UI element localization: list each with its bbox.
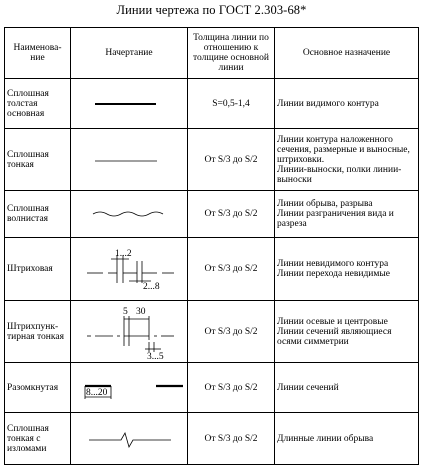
table-header-row xyxy=(5,28,419,79)
dash-length-label: 2...8 xyxy=(143,281,160,292)
dot-gap-label: 5 xyxy=(123,306,128,317)
header-thickness: Толщина линии по отношению к толщине основной линии xyxy=(188,28,275,79)
line-purpose: Линии обрыва, разрыва Линии разграничения вида и разреза xyxy=(275,191,419,238)
table-row xyxy=(5,238,419,301)
line-purpose: Длинные линии обрыва xyxy=(275,413,419,465)
table-row xyxy=(5,129,419,191)
line-name: Сплошная тонкая xyxy=(5,129,71,191)
line-drawing xyxy=(71,129,188,191)
line-name: Разомкнутая xyxy=(5,363,71,413)
table-row xyxy=(5,363,419,413)
break-line-sample xyxy=(73,414,190,464)
line-thickness: От S/3 до S/2 xyxy=(188,301,275,363)
line-thickness: От S/3 до S/2 xyxy=(188,363,275,413)
line-drawing xyxy=(71,79,188,129)
wavy-line-sample xyxy=(73,192,190,237)
line-purpose: Линии контура наложенного сечения, размерные и выносные, штриховки. Линии-выноски, полки линии-выноски xyxy=(275,129,419,191)
line-purpose: Линии осевые и центровые Линии сечений являющиеся осями симметрии xyxy=(275,301,419,363)
line-thickness: От S/3 до S/2 xyxy=(188,191,275,238)
line-purpose: Линии невидимого контура Линии перехода невидимые xyxy=(275,238,419,301)
dash-gap-label: 1...2 xyxy=(115,248,132,259)
line-purpose: Линии видимого контура xyxy=(275,79,419,129)
solid-thick-line-sample xyxy=(73,80,190,128)
open-length-label: 8...20 xyxy=(86,387,108,398)
line-drawing xyxy=(71,363,188,413)
line-drawing xyxy=(71,191,188,238)
line-name: Сплошная толстая основная xyxy=(5,79,71,129)
dot-spacing-label: 3...5 xyxy=(147,351,164,362)
line-thickness: От S/3 до S/2 xyxy=(188,129,275,191)
table-row xyxy=(5,191,419,238)
table-row xyxy=(5,79,419,129)
header-drawing: Начертание xyxy=(71,28,188,79)
line-thickness: От S/3 до S/2 xyxy=(188,413,275,465)
table-row xyxy=(5,413,419,465)
line-drawing xyxy=(71,413,188,465)
line-drawing xyxy=(71,238,188,301)
dash-dot-line-sample xyxy=(73,302,190,362)
line-purpose: Линии сечений xyxy=(275,363,419,413)
header-name: Наименова-ние xyxy=(5,28,71,79)
line-types-table xyxy=(4,27,419,465)
line-thickness: S=0,5-1,4 xyxy=(188,79,275,129)
line-name: Сплошная тонкая с изломами xyxy=(5,413,71,465)
header-purpose: Основное назначение xyxy=(275,28,419,79)
page-title: Линии чертежа по ГОСТ 2.303-68* xyxy=(116,3,307,17)
table-row xyxy=(5,301,419,363)
line-name: Штриховая xyxy=(5,238,71,301)
line-name: Сплошная волнистая xyxy=(5,191,71,238)
solid-thin-line-sample xyxy=(73,130,190,190)
open-line-sample xyxy=(73,364,190,412)
line-drawing xyxy=(71,301,188,363)
line-name: Штрихпунк-тирная тонкая xyxy=(5,301,71,363)
line-thickness: От S/3 до S/2 xyxy=(188,238,275,301)
dashed-line-sample xyxy=(73,239,190,300)
dash-length-label: 30 xyxy=(136,306,146,317)
